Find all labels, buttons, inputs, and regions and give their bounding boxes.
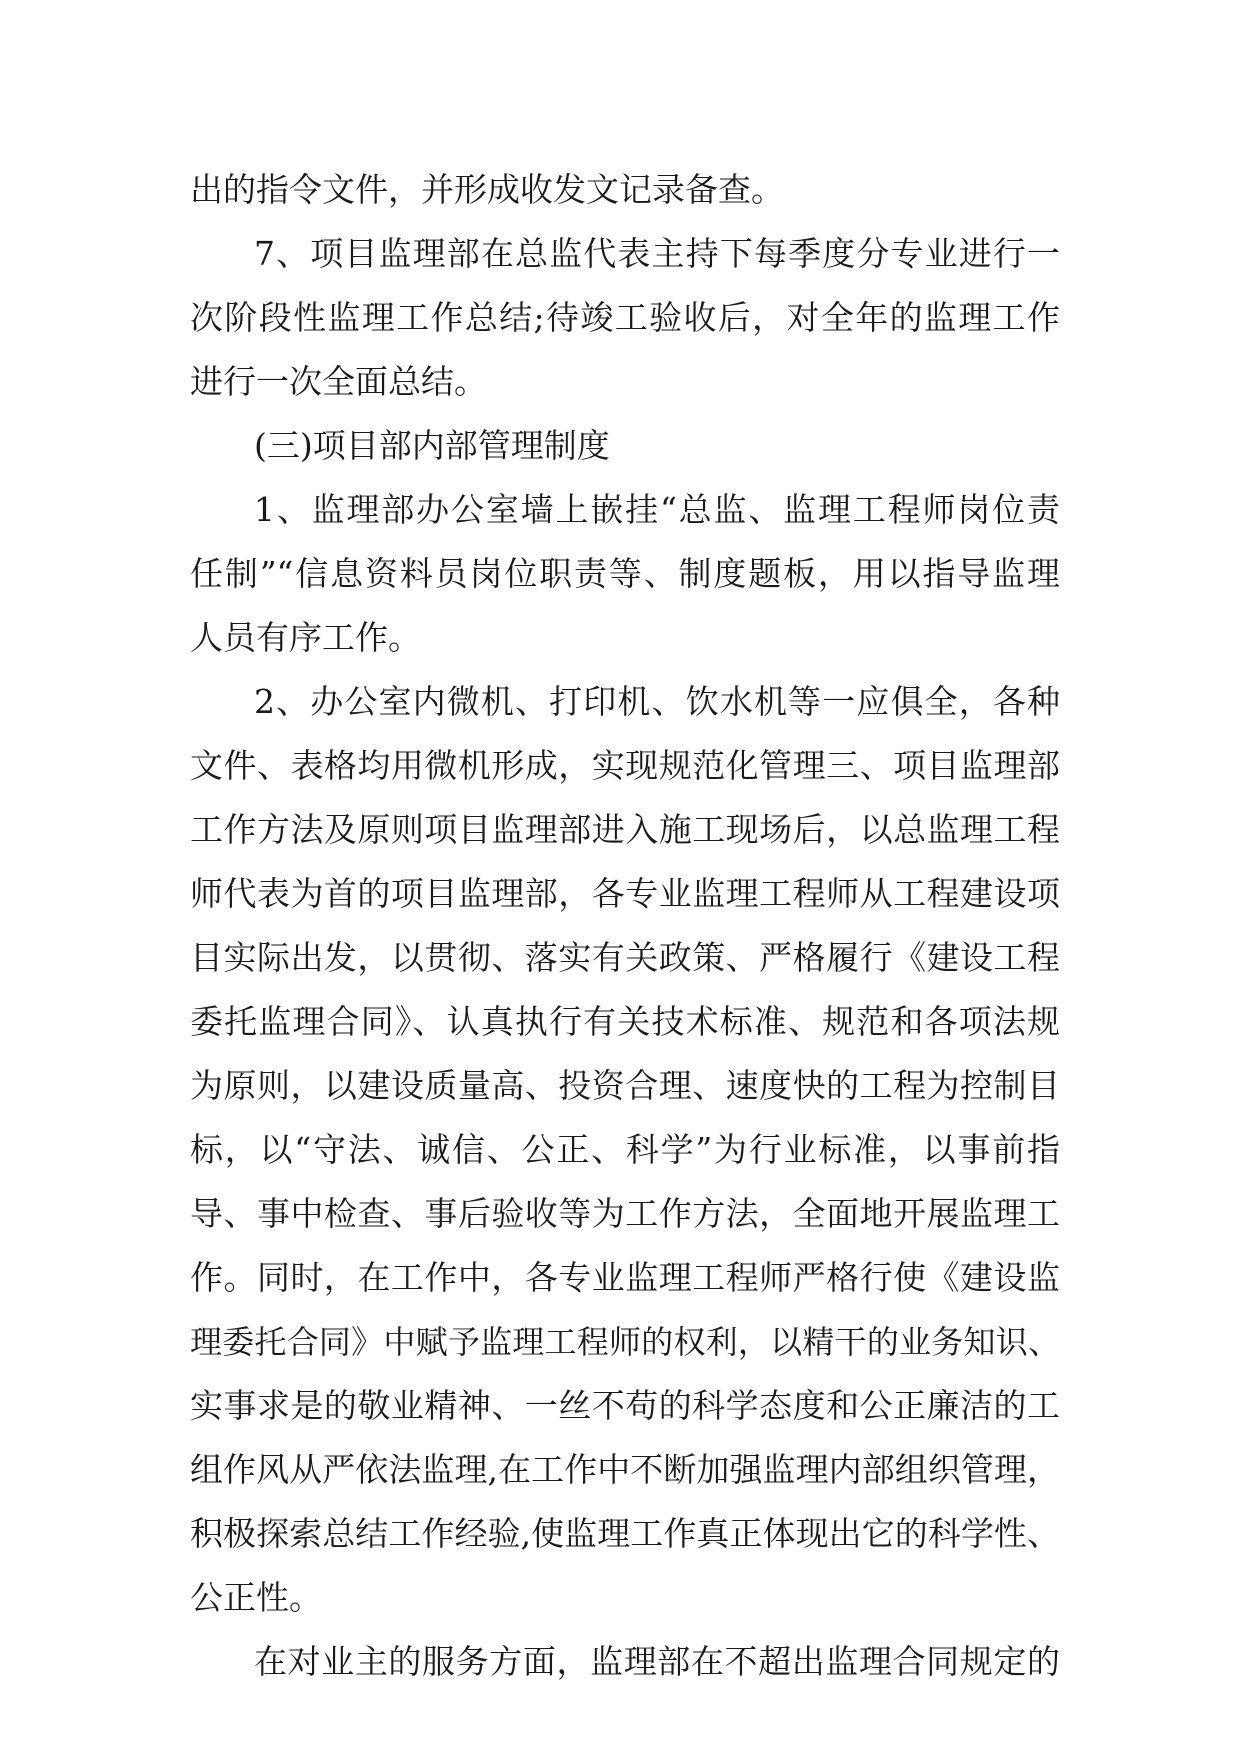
text-line: 7、项目监理部在总监代表主持下每季度分专业进行一 xyxy=(254,234,1060,273)
text-line: 文件、表格均用微机形成，实现规范化管理三、项目监理部 xyxy=(190,746,1060,785)
document-page xyxy=(190,158,1060,1694)
text-line: 1、监理部办公室墙上嵌挂“总监、监理工程师岗位责 xyxy=(254,490,1060,529)
text-line: 进行一次全面总结。 xyxy=(190,362,487,401)
text-line: 目实际出发，以贯彻、落实有关政策、严格履行《建设工程 xyxy=(190,938,1060,977)
text-line: 师代表为首的项目监理部，各专业监理工程师从工程建设项 xyxy=(190,874,1060,913)
text-line: 标，以“守法、诚信、公正、科学”为行业标准，以事前指 xyxy=(190,1130,1060,1169)
text-line: 积极探索总结工作经验,使监理工作真正体现出它的科学性、 xyxy=(190,1514,1060,1553)
text-line: 导、事中检查、事后验收等为工作方法，全面地开展监理工 xyxy=(190,1194,1060,1233)
text-line: 委托监理合同》、认真执行有关技术标准、规范和各项法规 xyxy=(190,1002,1060,1041)
text-line: 在对业主的服务方面，监理部在不超出监理合同规定的 xyxy=(254,1642,1060,1681)
text-line: 人员有序工作。 xyxy=(190,618,421,657)
text-line: 实事求是的敬业精神、一丝不苟的科学态度和公正廉洁的工 xyxy=(190,1386,1060,1425)
text-line: 任制”“信息资料员岗位职责等、制度题板，用以指导监理 xyxy=(190,554,1060,593)
text-line: 作。同时，在工作中，各专业监理工程师严格行使《建设监 xyxy=(190,1258,1060,1297)
text-line: 组作风从严依法监理,在工作中不断加强监理内部组织管理， xyxy=(190,1450,1060,1489)
section-heading: (三)项目部内部管理制度 xyxy=(254,426,610,465)
text-line: 公正性。 xyxy=(190,1578,322,1617)
text-line: 工作方法及原则项目监理部进入施工现场后，以总监理工程 xyxy=(190,810,1060,849)
text-line: 次阶段性监理工作总结;待竣工验收后，对全年的监理工作 xyxy=(190,298,1060,337)
text-line: 为原则，以建设质量高、投资合理、速度快的工程为控制目 xyxy=(190,1066,1060,1105)
text-line: 理委托合同》中赋予监理工程师的权利，以精干的业务知识、 xyxy=(190,1323,1060,1361)
text-line: 出的指令文件，并形成收发文记录备查。 xyxy=(190,170,784,209)
text-line: 2、办公室内微机、打印机、饮水机等一应俱全，各种 xyxy=(254,682,1060,721)
